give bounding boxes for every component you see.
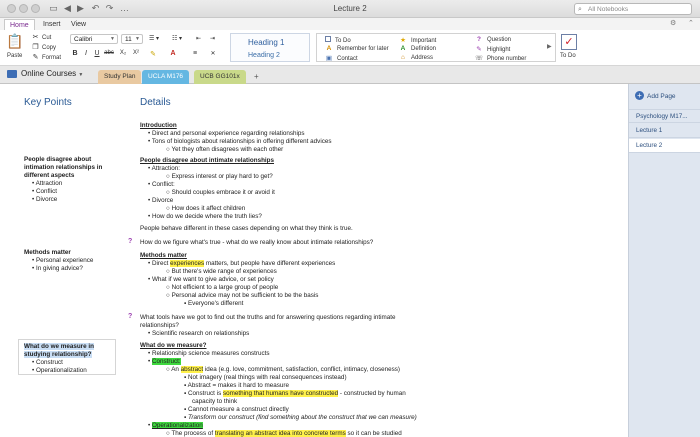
page-item-lecture-1[interactable]: Lecture 1 bbox=[629, 124, 700, 138]
tag-highlight[interactable]: ✎ Highlight bbox=[476, 46, 511, 53]
search-input[interactable] bbox=[574, 3, 692, 15]
undo-icon[interactable]: ↶ bbox=[91, 3, 100, 13]
underline-button[interactable]: U bbox=[94, 50, 100, 57]
letter-a-green-icon: A bbox=[400, 45, 406, 52]
note-line[interactable]: ○ Personal advice may not be sufficient to be the basis bbox=[166, 292, 319, 299]
note-line[interactable]: • Scientific research on relationships bbox=[148, 330, 250, 337]
note-line[interactable]: • Divorce bbox=[148, 197, 174, 204]
note-line[interactable]: ○ But there's wide range of experiences bbox=[166, 268, 277, 275]
note-line[interactable]: ○ How does it affect children bbox=[166, 205, 246, 212]
note-line[interactable]: capacity to think bbox=[192, 398, 238, 405]
house-icon: ⌂ bbox=[401, 54, 405, 61]
note-line[interactable]: • Construct: bbox=[148, 358, 181, 365]
phone-icon: ☏ bbox=[475, 55, 484, 62]
collapse-ribbon-icon[interactable]: ⌃ bbox=[688, 20, 694, 27]
chevron-down-icon: ▼ bbox=[135, 36, 140, 42]
note-measure[interactable]: What do we measure? bbox=[140, 342, 207, 349]
settings-icon[interactable]: ⚙ bbox=[670, 20, 677, 27]
outdent-icon[interactable]: ⇤ bbox=[196, 36, 202, 42]
numbering-icon[interactable]: ☷ ▾ bbox=[172, 36, 183, 42]
superscript-button[interactable]: X² bbox=[133, 50, 139, 56]
italic-button[interactable]: I bbox=[85, 50, 87, 57]
note-line[interactable]: ○ The process of translating an abstract idea into concrete terms so it can be studied bbox=[166, 430, 402, 437]
todo-checkbox-icon[interactable]: ✓ bbox=[561, 34, 577, 50]
tag-definition[interactable]: A Definition bbox=[400, 45, 437, 52]
notebook-icon bbox=[7, 70, 17, 78]
title-bar bbox=[0, 0, 700, 18]
note-methods[interactable]: Methods matter bbox=[140, 252, 187, 259]
note-line[interactable]: ○ Yet they often disagrees with each other bbox=[166, 146, 284, 153]
clear-format-icon[interactable]: ✕ bbox=[210, 51, 216, 57]
ribbon-tabs bbox=[0, 18, 700, 30]
note-line[interactable]: • Operationalization bbox=[148, 422, 203, 429]
ribbon bbox=[0, 30, 700, 66]
tags-gallery bbox=[316, 33, 556, 62]
note-line[interactable]: ○ Express interest or play hard to get? bbox=[166, 173, 273, 180]
tab-view[interactable]: View bbox=[71, 21, 87, 28]
back-arrow-icon[interactable]: ◀ bbox=[64, 3, 71, 13]
tag-contact[interactable]: ▣ Contact bbox=[325, 55, 358, 62]
format-painter-button[interactable]: ✎ Format bbox=[32, 54, 62, 61]
tab-home[interactable]: Home bbox=[4, 19, 35, 30]
cue-methods[interactable]: Methods matter • Personal experience • In giving advice? bbox=[24, 249, 94, 272]
question-tag-icon: ? bbox=[128, 313, 133, 320]
cue-measure[interactable]: What do we measure in studying relationship? • Construct • Operationalization bbox=[24, 343, 94, 374]
question-icon: ? bbox=[477, 36, 481, 43]
paste-icon[interactable]: 📋 bbox=[6, 33, 24, 49]
note-line[interactable]: • Attraction: bbox=[148, 165, 180, 172]
tag-todo[interactable]: To Do bbox=[325, 36, 351, 44]
note-disagree[interactable]: People disagree about intimate relationships bbox=[140, 157, 275, 164]
page-content[interactable] bbox=[0, 84, 628, 437]
note-line[interactable]: ▪ Cannot measure a construct directly bbox=[184, 406, 289, 413]
redo-icon[interactable]: ↷ bbox=[105, 3, 114, 13]
font-color-icon[interactable]: A bbox=[170, 50, 176, 57]
paste-button[interactable]: Paste bbox=[7, 53, 23, 59]
search-placeholder: All Notebooks bbox=[588, 6, 629, 13]
strikethrough-button[interactable]: abc bbox=[104, 50, 114, 56]
search-icon: ⌕ bbox=[578, 6, 582, 13]
copy-icon: ❐ bbox=[32, 44, 39, 51]
note-line[interactable]: • Direct and personal experience regarding relationships bbox=[148, 130, 305, 137]
todo-button-label[interactable]: To Do bbox=[560, 53, 576, 59]
note-line[interactable]: ▪ Everyone's different bbox=[184, 300, 244, 307]
note-line[interactable]: ▪ Transform our construct (find something about the construct that we can measure) bbox=[184, 414, 417, 421]
note-line[interactable]: • Tons of biologists about relationships in offering different advices bbox=[148, 138, 332, 145]
cue-disagree[interactable]: People disagree about intimation relationships in different aspects • Attraction • Conflict • Divorce bbox=[24, 156, 103, 203]
plus-icon: + bbox=[635, 91, 644, 100]
section-tab-ucla-m176[interactable]: UCLA M176 bbox=[142, 70, 189, 84]
note-line[interactable]: ▪ Construct is something that humans have constructed - constructed by human bbox=[184, 390, 406, 397]
note-line[interactable]: ▪ Abstract = makes it hard to measure bbox=[184, 382, 289, 389]
bold-button[interactable]: B bbox=[72, 50, 78, 57]
note-line[interactable]: ○ Not efficient to a large group of people bbox=[166, 284, 279, 291]
note-question-2[interactable]: What tools have we got to find out the truths and for answering questions regarding intimate bbox=[140, 314, 396, 321]
page-item-lecture-2[interactable]: Lecture 2 bbox=[629, 139, 700, 153]
note-line[interactable]: People behave different in these cases depending on what they think is true. bbox=[140, 225, 353, 232]
checkbox-icon bbox=[325, 36, 331, 42]
notebook-bar bbox=[0, 66, 700, 84]
font-size-dropdown[interactable]: 11 ▼ bbox=[121, 34, 143, 44]
tag-question[interactable]: ? Question bbox=[477, 36, 512, 43]
add-page-button[interactable]: + Add Page bbox=[635, 91, 676, 100]
tag-remember[interactable]: A Remember for later bbox=[326, 45, 389, 52]
note-line[interactable]: • How do we decide where the truth lies? bbox=[148, 213, 262, 220]
section-tab-ucb-gg101x[interactable]: UCB GG101x bbox=[194, 70, 246, 84]
tab-insert[interactable]: Insert bbox=[43, 21, 61, 28]
page-list-panel bbox=[628, 84, 700, 437]
tag-address[interactable]: ⌂ Address bbox=[399, 54, 433, 61]
more-icon[interactable]: … bbox=[120, 3, 129, 13]
star-icon: ★ bbox=[400, 37, 406, 44]
scissors-icon: ✂ bbox=[32, 34, 39, 41]
contact-icon: ▣ bbox=[325, 55, 333, 62]
font-name-dropdown[interactable]: Calibri ▼ bbox=[70, 34, 118, 44]
add-section-button[interactable]: + bbox=[254, 72, 259, 81]
note-line[interactable]: ○ Should couples embrace it or avoid it bbox=[166, 189, 275, 196]
folder-icon[interactable]: ▭ bbox=[49, 3, 58, 13]
note-line[interactable]: • Conflict: bbox=[148, 181, 175, 188]
brush-icon: ✎ bbox=[32, 54, 39, 61]
note-line[interactable]: • Direct experiences matters, but people have different experiences bbox=[148, 260, 336, 267]
chevron-down-icon: ▼ bbox=[110, 36, 115, 42]
note-question-2-cont[interactable]: relationships? bbox=[140, 322, 179, 329]
key-points-heading: Key Points bbox=[24, 97, 72, 108]
highlight-color-icon[interactable]: ✎ bbox=[150, 51, 156, 58]
notebook-selector[interactable]: Online Courses ▼ bbox=[7, 69, 83, 78]
tags-more-arrow-icon[interactable]: ▶ bbox=[547, 44, 552, 50]
forward-arrow-icon[interactable]: ▶ bbox=[77, 3, 84, 13]
note-line[interactable]: • Relationship science measures constructs bbox=[148, 350, 270, 357]
subscript-button[interactable]: X₂ bbox=[119, 50, 127, 56]
copy-button[interactable]: ❐ Copy bbox=[32, 44, 57, 51]
note-line[interactable]: • What if we want to give advice, or set policy bbox=[148, 276, 274, 283]
cut-button[interactable]: ✂ Cut bbox=[32, 34, 52, 41]
styles-gallery[interactable] bbox=[230, 33, 310, 62]
window-title: Lecture 2 bbox=[333, 4, 367, 13]
bullets-icon[interactable]: ☰ ▾ bbox=[149, 36, 160, 42]
highlighter-icon: ✎ bbox=[476, 46, 482, 53]
page-item-psychology[interactable]: Psychology M17... bbox=[629, 109, 700, 123]
indent-icon[interactable]: ⇥ bbox=[210, 36, 216, 42]
note-intro[interactable]: Introduction bbox=[140, 122, 177, 129]
note-question-1[interactable]: How do we figure what's true - what do we really know about intimate relationships? bbox=[140, 239, 374, 246]
letter-a-icon: A bbox=[326, 45, 332, 52]
heading1-style[interactable]: Heading 1 bbox=[248, 38, 285, 47]
details-heading: Details bbox=[140, 97, 171, 108]
question-tag-icon: ? bbox=[128, 238, 133, 245]
tag-phone[interactable]: ☏ Phone number bbox=[475, 55, 527, 62]
heading2-style[interactable]: Heading 2 bbox=[248, 52, 280, 59]
note-line[interactable]: ○ An abstract idea (e.g. love, commitment, satisfaction, conflict, intimacy, closeness) bbox=[166, 366, 400, 373]
align-icon[interactable]: ≡ bbox=[192, 50, 198, 57]
note-line[interactable]: ▪ Not imagery (real things with real consequences instead) bbox=[184, 374, 347, 381]
tag-important[interactable]: ★ Important bbox=[400, 37, 437, 44]
section-tab-study-plan[interactable]: Study Plan bbox=[98, 70, 141, 84]
